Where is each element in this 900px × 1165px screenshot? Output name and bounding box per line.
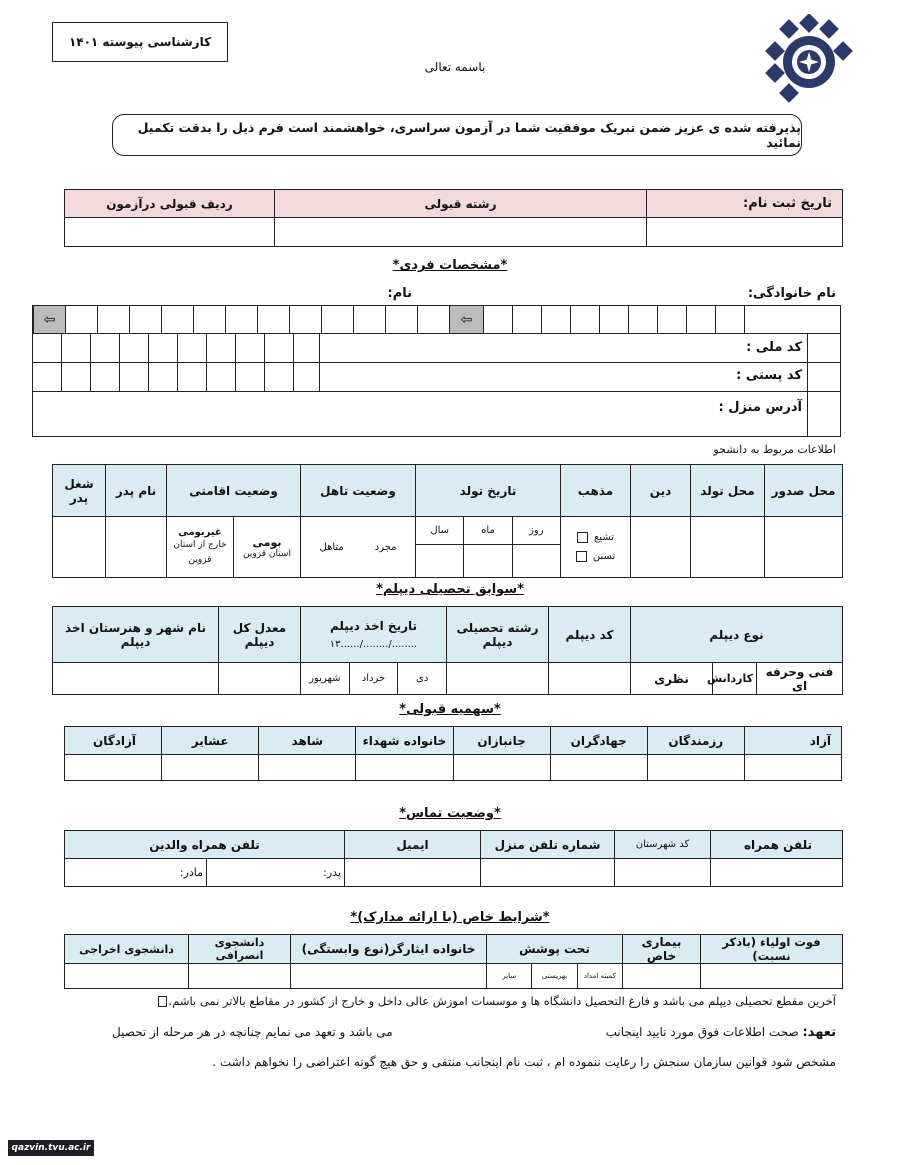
month-shahrivar[interactable]: شهریور (309, 673, 341, 684)
diploma-date-field[interactable] (301, 663, 447, 695)
mother-label: مادر: (179, 866, 204, 879)
char-box[interactable] (773, 306, 800, 333)
char-box[interactable] (97, 306, 129, 333)
first-name-label: نام: (387, 286, 412, 301)
site-watermark-text: qazvin.tvu.ac.ir (11, 1143, 91, 1153)
issue-place-field[interactable] (765, 517, 843, 578)
quota-azad: آزاد (744, 727, 841, 755)
type-vocational[interactable]: فنی وحرفه ای (757, 663, 843, 695)
char-box[interactable] (657, 306, 686, 333)
expelled-field[interactable] (65, 964, 189, 989)
marital-header: وضعیت تاهل (301, 465, 416, 517)
char-box[interactable] (385, 306, 417, 333)
mobile-field[interactable] (711, 859, 843, 887)
home-phone-header: شماره تلفن منزل (481, 831, 615, 859)
major-field[interactable] (275, 218, 647, 247)
native-label: بومی (252, 535, 282, 549)
char-box[interactable] (257, 306, 289, 333)
pledge-continuation: مشخص شود قوانین سازمان سنجش را رعایت ننموده ام ، ثبت نام اینجانب منتفی و حق هیچ گونه اعتراضی را نخواهم داشت . (212, 1055, 836, 1069)
father-label: پدر: (323, 866, 342, 879)
char-box[interactable] (512, 306, 541, 333)
pledge-line (606, 1025, 836, 1040)
contact-table (64, 830, 843, 887)
year-label: سال (416, 517, 463, 545)
char-box[interactable] (65, 306, 97, 333)
special-section-title: *شرایط خاص (با ارائه مدارک)* (350, 910, 550, 925)
char-box[interactable] (353, 306, 385, 333)
quota-section-title: *سهمیه قبولی* (399, 702, 501, 717)
quota-cell[interactable] (65, 755, 162, 781)
postal-code-label: کد پستی : (736, 368, 802, 383)
char-box[interactable] (193, 306, 225, 333)
coverage-other[interactable]: سایر (502, 972, 517, 980)
father-name-field[interactable] (106, 517, 167, 578)
sect-field (561, 517, 631, 578)
char-box[interactable] (289, 306, 321, 333)
last-name-arrow: ⇦ (33, 306, 65, 333)
diploma-city-header: نام شهر و هنرستان اخذ دیپلم (53, 607, 219, 663)
statement-checkbox[interactable] (158, 996, 167, 1007)
expelled-header: دانشجوی اخراجی (65, 935, 189, 964)
program-badge-text: کارشناسی پیوسته ۱۴۰۱ (68, 35, 212, 49)
parent-death-header: فوت اولیاء (باذکر نسبت) (701, 935, 843, 964)
withdrawn-header: دانشجوی انصرافی (189, 935, 291, 964)
home-phone-field[interactable] (481, 859, 615, 887)
parents-phone-header: تلفن همراه والدین (65, 831, 345, 859)
quota-cell[interactable] (647, 755, 744, 781)
char-box[interactable] (570, 306, 599, 333)
coverage-field[interactable] (487, 964, 623, 989)
quota-azadegan: آزادگان (65, 727, 162, 755)
shia-checkbox[interactable] (577, 532, 588, 543)
sunni-checkbox[interactable] (576, 551, 587, 562)
email-field[interactable] (345, 859, 481, 887)
char-box[interactable] (599, 306, 628, 333)
diploma-statement (158, 994, 836, 1008)
single-label: مجرد (374, 541, 397, 553)
last-name-label: نام خانوادگی: (747, 286, 836, 301)
contact-section-title: *وضعیت تماس* (399, 806, 501, 821)
student-info-label: اطلاعات مربوط به دانشجو (713, 443, 836, 456)
city-code-header: کد شهرستان (615, 831, 711, 859)
veteran-family-header: خانواده ایثارگر(نوع وابستگی) (291, 935, 487, 964)
non-native-label: غیربومی (178, 526, 222, 538)
residence-field[interactable] (167, 517, 301, 578)
diploma-section-title: *سوابق تحصیلی دیپلم* (376, 582, 524, 597)
welcome-banner (112, 114, 802, 156)
diploma-code-header: کد دیپلم (549, 607, 631, 663)
non-native-sub: خارج از استان قزوین (173, 539, 227, 565)
pledge-text-a: صحت اطلاعات فوق مورد تایید اینجانب (605, 1025, 799, 1039)
father-job-field[interactable] (53, 517, 106, 578)
char-box[interactable] (541, 306, 570, 333)
birth-place-header: محل تولد (691, 465, 765, 517)
registration-table (64, 189, 843, 247)
month-label: ماه (464, 517, 511, 545)
quota-cell[interactable] (550, 755, 647, 781)
quota-cell[interactable] (356, 755, 453, 781)
bismillah: باسمه تعالی (424, 60, 486, 74)
diploma-field-header: رشته تحصیلی دیپلم (447, 607, 549, 663)
coverage-emdad[interactable]: کمیته امداد (577, 964, 622, 988)
char-box[interactable] (483, 306, 512, 333)
quota-cell[interactable] (453, 755, 550, 781)
father-phone-field[interactable] (207, 859, 345, 887)
diploma-statement-text: آخرین مقطع تحصیلی دیپلم می باشد و فارغ التحصیل دانشگاه ها و موسسات اموزش عالی داخل و خارج از کشور در مقاطع بالاتر نمی باشم. (168, 994, 836, 1008)
residence-header: وضعیت اقامتی (167, 465, 301, 517)
quota-jahadgaran: جهادگران (550, 727, 647, 755)
first-name-arrow: ⇦ (449, 306, 483, 333)
city-code-field[interactable] (615, 859, 711, 887)
sect-header: مذهب (561, 465, 631, 517)
student-table (52, 464, 843, 578)
rank-label: ردیف قبولی درآزمون (65, 190, 275, 218)
married-label: متاهل (319, 541, 344, 553)
char-box[interactable] (744, 306, 773, 333)
diploma-table (52, 606, 843, 695)
special-disease-field[interactable] (623, 964, 701, 989)
char-box[interactable] (321, 306, 353, 333)
diploma-date-title: تاریخ اخذ دیپلم (330, 619, 417, 633)
diploma-date-header (301, 607, 447, 663)
char-box[interactable] (129, 306, 161, 333)
code-boxes (33, 333, 320, 391)
special-disease-header: بیماری خاص (623, 935, 701, 964)
birth-date-field[interactable] (416, 517, 561, 578)
quota-janbazan: جانبازان (453, 727, 550, 755)
month-dey[interactable]: دی (397, 663, 446, 694)
religion-field[interactable] (631, 517, 691, 578)
religion-header: دین (631, 465, 691, 517)
marital-field[interactable] (301, 517, 416, 578)
day-label: روز (513, 517, 560, 545)
char-box[interactable] (686, 306, 715, 333)
year-field[interactable] (416, 545, 463, 577)
native-sub: استان قزوین (243, 548, 291, 559)
diploma-type-header: نوع دیپلم (631, 607, 843, 663)
char-box[interactable] (161, 306, 193, 333)
mother-phone-field[interactable] (65, 859, 207, 887)
mobile-header: تلفن همراه (711, 831, 843, 859)
quota-shahed: شاهد (259, 727, 356, 755)
pledge-label: تعهد: (802, 1025, 836, 1040)
email-header: ایمیل (345, 831, 481, 859)
month-khordad[interactable]: خرداد (349, 663, 398, 694)
quota-ashayer: عشایر (162, 727, 259, 755)
char-box[interactable] (715, 306, 744, 333)
diploma-gpa-header: معدل کل دیپلم (219, 607, 301, 663)
national-code-label: کد ملی : (746, 340, 802, 355)
birth-place-field[interactable] (691, 517, 765, 578)
quota-cell[interactable] (162, 755, 259, 781)
veteran-family-field[interactable] (291, 964, 487, 989)
name-boxes-row (33, 306, 840, 333)
coverage-behzisti[interactable]: بهزیستی (531, 964, 576, 988)
university-logo (762, 14, 858, 110)
withdrawn-field[interactable] (189, 964, 291, 989)
quota-cell[interactable] (744, 755, 841, 781)
birth-date-header: تاریخ تولد (416, 465, 561, 517)
diploma-city-field[interactable] (53, 663, 219, 695)
program-badge (52, 22, 228, 62)
month-field[interactable] (464, 545, 511, 577)
site-watermark (8, 1140, 94, 1156)
quota-table (64, 726, 842, 781)
father-name-header: نام پدر (106, 465, 167, 517)
type-theoretical[interactable]: نظری (631, 663, 713, 695)
special-table (64, 934, 843, 989)
registration-date-label: تاریخ ثبت نام: (647, 190, 843, 218)
diploma-code-field[interactable] (549, 663, 631, 695)
day-field[interactable] (513, 545, 560, 577)
quota-martyr-family: خانواده شهداء (356, 727, 453, 755)
personal-section-title: *مشخصات فردی* (392, 258, 508, 273)
registration-date-field[interactable] (647, 218, 843, 247)
diploma-date-placeholder: ......../......../......۱۳ (329, 639, 418, 650)
major-label: رشته قبولی (275, 190, 647, 218)
quota-razmandegan: رزمندگان (647, 727, 744, 755)
personal-grid (32, 305, 841, 437)
parent-death-field[interactable] (701, 964, 843, 989)
diploma-gpa-field[interactable] (219, 663, 301, 695)
shia-label: تشیع (593, 532, 615, 543)
type-kardanesh[interactable]: کاردانش (713, 663, 757, 695)
coverage-header: تحت پوشش (487, 935, 623, 964)
quota-cell[interactable] (259, 755, 356, 781)
rank-field[interactable] (65, 218, 275, 247)
welcome-text: پذیرفته شده ی عزیز ضمن تبریک موفقیت شما در آزمون سراسری، خواهشمند است فرم ذیل را بدقت تکمیل نمائید (137, 120, 801, 150)
father-job-header: شغل پدر (53, 465, 106, 517)
diploma-field-field[interactable] (447, 663, 549, 695)
char-box[interactable] (417, 306, 449, 333)
issue-place-header: محل صدور (765, 465, 843, 517)
sunni-label: تسنن (592, 551, 616, 562)
pledge-text-b: می باشد و تعهد می نمایم چنانچه در هر مرحله از تحصیل (112, 1025, 393, 1039)
char-box[interactable] (225, 306, 257, 333)
char-box[interactable] (628, 306, 657, 333)
address-label: آدرس منزل : (718, 400, 802, 415)
